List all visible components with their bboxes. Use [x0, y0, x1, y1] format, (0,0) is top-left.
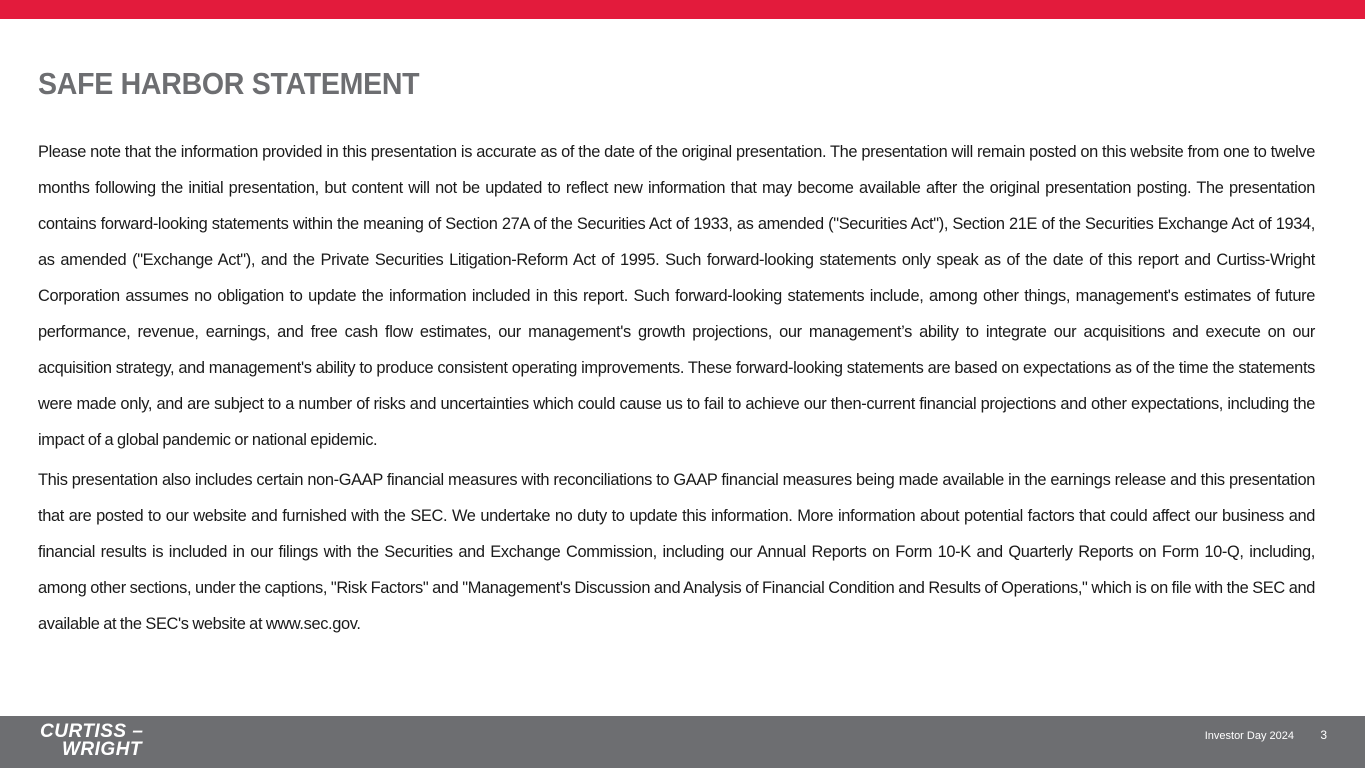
paragraph-non-gaap: This presentation also includes certain non-GAAP financial measures with reconciliations to GAAP financial measures being made available in the earnings release and this presentation that are posted to our website and furnished with the SEC. We undertake no duty to update this information. More information about potential factors that could affect our business and financial results is included in our filings with the Securities and Exchange Commission, including our Annual Reports on Form 10-K and Quarterly Reports on Form 10-Q, including, among other sections, under the captions, "Risk Factors" and "Management's Discussion and Analysis of Financial Condition and Results of Operations," which is on file with the SEC and available at the SEC's website at www.sec.gov. — [38, 471, 1315, 633]
paragraph-forward-looking: Please note that the information provided in this presentation is accurate as of the date of the original presentation. The presentation will remain posted on this website from one to twelve months following the initial presentation, but content will not be updated to reflect new information that may become available after the original presentation posting. The presentation contains forward-looking statements within the meaning of Section 27A of the Securities Act of 1933, as amended ("Securities Act"), Section 21E of the Securities Exchange Act of 1934, as amended ("Exchange Act"), and the Private Securities Litigation-Reform Act of 1995. Such forward-looking statements only speak as of the date of this report and Curtiss-Wright Corporation assumes no obligation to update the information included in this report. Such forward-looking statements include, among other things, management's estimates of future performance, revenue, earnings, and free cash flow estimates, our management's growth projections, our management’s ability to integrate our acquisitions and execute on our acquisition strategy, and management's ability to produce consistent operating improvements. These forward-looking statements are based on expectations as of the time the statements were made only, and are subject to a number of risks and uncertainties which could cause us to fail to achieve our then-current financial projections and other expectations, including the impact of a global pandemic or national epidemic. — [38, 143, 1315, 449]
page-number: 3 — [1320, 728, 1327, 742]
event-label: Investor Day 2024 — [1204, 730, 1294, 742]
slide-title: SAFE HARBOR STATEMENT — [38, 66, 420, 101]
logo-line-2: WRIGHT — [62, 739, 143, 760]
curtiss-wright-logo — [40, 723, 143, 759]
footer-bar — [0, 716, 1365, 768]
logo-line-1: CURTISS – — [40, 721, 144, 742]
slide-body — [38, 134, 1315, 642]
top-accent-bar — [0, 0, 1365, 19]
